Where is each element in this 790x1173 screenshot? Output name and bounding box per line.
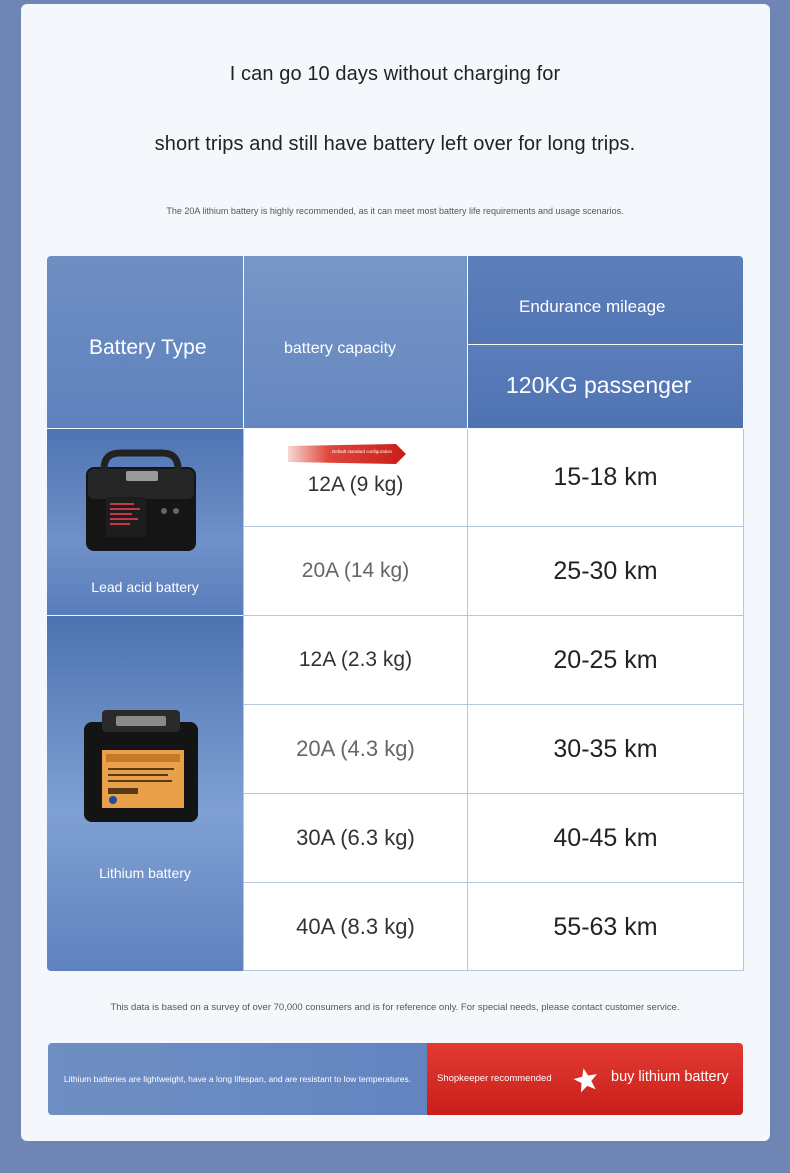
battery-comparison-table: [47, 256, 743, 971]
header-battery-capacity-label: battery capacity: [284, 340, 397, 357]
banner-info-text: Lithium batteries are lightweight, have a long lifespan, and are resistant to low temperatures.: [63, 1074, 412, 1084]
table-cell-mileage: [468, 705, 743, 793]
group-lithium-label: Lithium battery: [99, 865, 191, 881]
lithium-battery-image: [80, 708, 202, 826]
table-cell-capacity: [244, 883, 467, 971]
group-lithium: [47, 616, 243, 971]
table-cell-mileage: [468, 794, 743, 882]
header-battery-capacity: [244, 256, 467, 428]
intro-line-1: I can go 10 days without charging for: [229, 63, 561, 85]
mileage-value: 55-63 km: [553, 912, 658, 941]
default-config-badge: [288, 440, 406, 467]
table-cell-mileage: [468, 429, 743, 526]
header-passenger-label: 120KG passenger: [506, 372, 692, 398]
capacity-value: 12A (2.3 kg): [298, 648, 413, 671]
capacity-value: 12A (9 kg): [307, 472, 404, 496]
mileage-value: 25-30 km: [553, 556, 658, 585]
star-icon: [573, 1067, 599, 1093]
header-passenger: [468, 345, 743, 428]
table-cell-capacity: [244, 527, 467, 615]
buy-lithium-label: buy lithium battery: [611, 1069, 729, 1085]
header-battery-type-label: Battery Type: [89, 336, 207, 359]
mileage-value: 15-18 km: [553, 463, 658, 491]
capacity-value: 30A (6.3 kg): [296, 825, 415, 850]
default-config-badge-text: Default standard configuration: [332, 449, 393, 454]
table-cell-capacity: [244, 794, 467, 882]
group-lead-acid-label: Lead acid battery: [91, 579, 199, 595]
capacity-value: 40A (8.3 kg): [296, 914, 415, 939]
header-endurance: [468, 256, 743, 344]
table-cell-mileage: [468, 616, 743, 704]
capacity-value: 20A (4.3 kg): [296, 736, 415, 761]
group-lead-acid: [47, 429, 243, 615]
banner-info: [48, 1043, 427, 1115]
buy-lithium-button[interactable]: [427, 1043, 743, 1115]
table-cell-mileage: [468, 527, 743, 615]
mileage-value: 20-25 km: [553, 645, 658, 674]
table-cell-capacity: [244, 616, 467, 704]
survey-footnote: This data is based on a survey of over 70,000 consumers and is for reference only. For special needs, please contact customer service.: [110, 1002, 680, 1013]
table-cell-capacity: [244, 705, 467, 793]
header-battery-type: [47, 256, 243, 428]
intro-line-2: short trips and still have battery left over for long trips.: [154, 133, 636, 155]
lead-acid-battery-image: [80, 447, 202, 555]
recommend-banner: [48, 1043, 743, 1115]
mileage-value: 40-45 km: [553, 823, 658, 852]
mileage-value: 30-35 km: [553, 734, 658, 763]
shopkeeper-tag: Shopkeeper recommended: [437, 1073, 552, 1084]
intro-note: The 20A lithium battery is highly recommended, as it can meet most battery life requirements and usage scenarios.: [166, 206, 624, 216]
header-endurance-label: Endurance mileage: [519, 297, 666, 316]
table-cell-mileage: [468, 883, 743, 971]
capacity-value: 20A (14 kg): [301, 559, 410, 582]
